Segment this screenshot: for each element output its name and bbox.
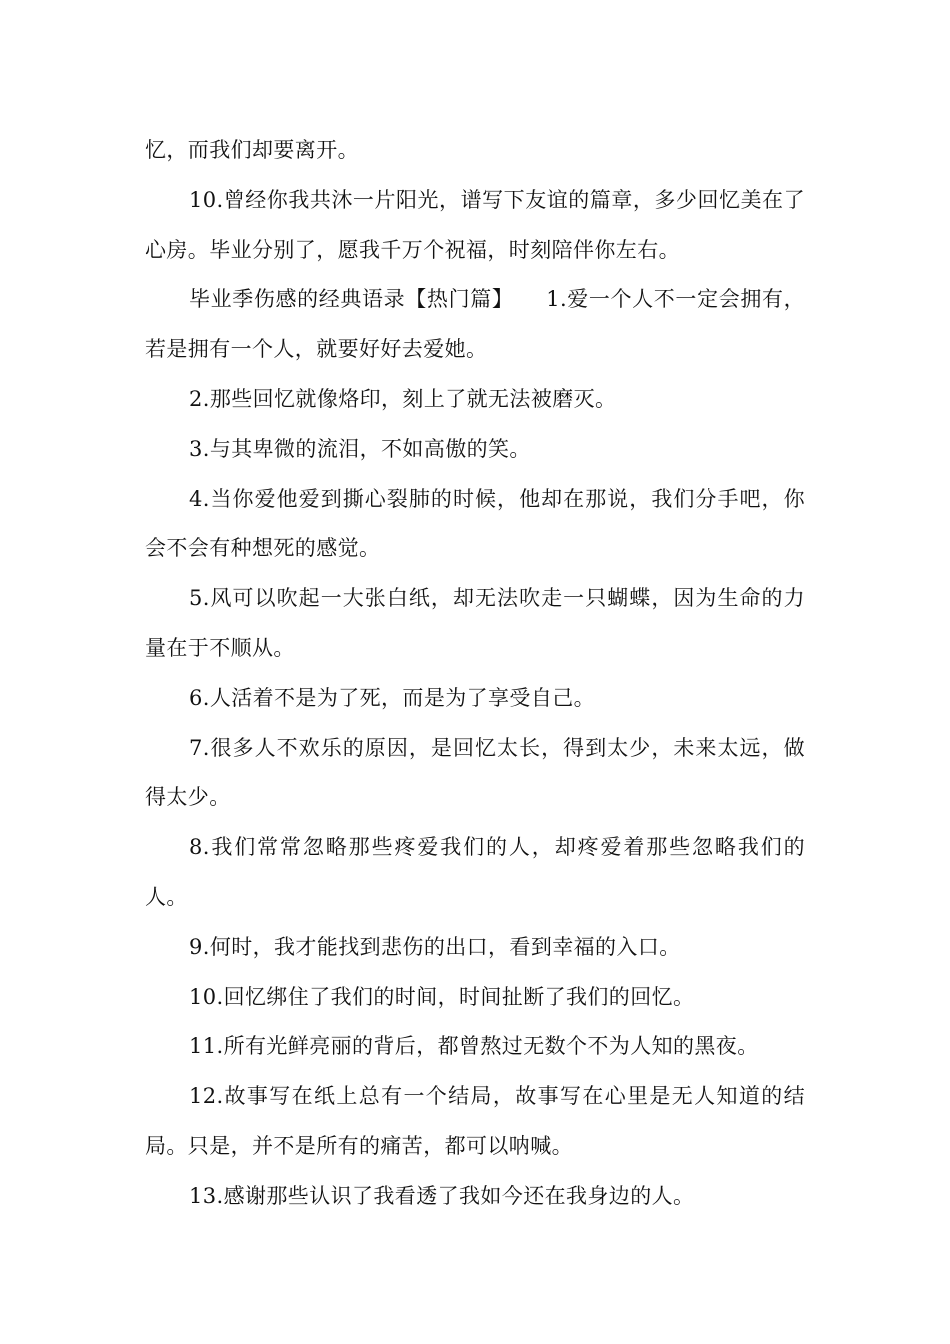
document-body [145, 126, 805, 1222]
paragraph: 6.人活着不是为了死，而是为了享受自己。 [189, 685, 596, 710]
section-heading-paragraph: 毕业季伤感的经典语录【热门篇】 1.爱一个人不一定会拥有，若是拥有一个人，就要好好去爱她。 [145, 287, 805, 362]
paragraph: 3.与其卑微的流泪，不如高傲的笑。 [189, 436, 531, 461]
paragraph: 5.风可以吹起一大张白纸，却无法吹走一只蝴蝶，因为生命的力量在于不顺从。 [145, 586, 805, 660]
paragraph: 8.我们常常忽略那些疼爱我们的人，却疼爱着那些忽略我们的人。 [145, 835, 805, 909]
paragraph: 12.故事写在纸上总有一个结局，故事写在心里是无人知道的结局。只是，并不是所有的痛苦，都可以呐喊。 [145, 1084, 805, 1158]
paragraph: 忆，而我们却要离开。 [145, 138, 359, 162]
paragraph: 11.所有光鲜亮丽的背后，都曾熬过无数个不为人知的黑夜。 [189, 1034, 759, 1059]
paragraph: 9.何时，我才能找到悲伤的出口，看到幸福的入口。 [189, 934, 681, 959]
paragraph: 10.回忆绑住了我们的时间，时间扯断了我们的回忆。 [189, 984, 695, 1009]
paragraph: 4.当你爱他爱到撕心裂肺的时候，他却在那说，我们分手吧，你会不会有种想死的感觉。 [145, 486, 805, 561]
paragraph: 2.那些回忆就像烙印，刻上了就无法被磨灭。 [189, 386, 617, 411]
paragraph: 10.曾经你我共沐一片阳光，谱写下友谊的篇章，多少回忆美在了心房。毕业分别了，愿我千万个祝福，时刻陪伴你左右。 [145, 187, 805, 262]
paragraph: 7.很多人不欢乐的原因，是回忆太长，得到太少，未来太远，做得太少。 [145, 735, 805, 810]
paragraph: 13.感谢那些认识了我看透了我如今还在我身边的人。 [189, 1183, 695, 1208]
